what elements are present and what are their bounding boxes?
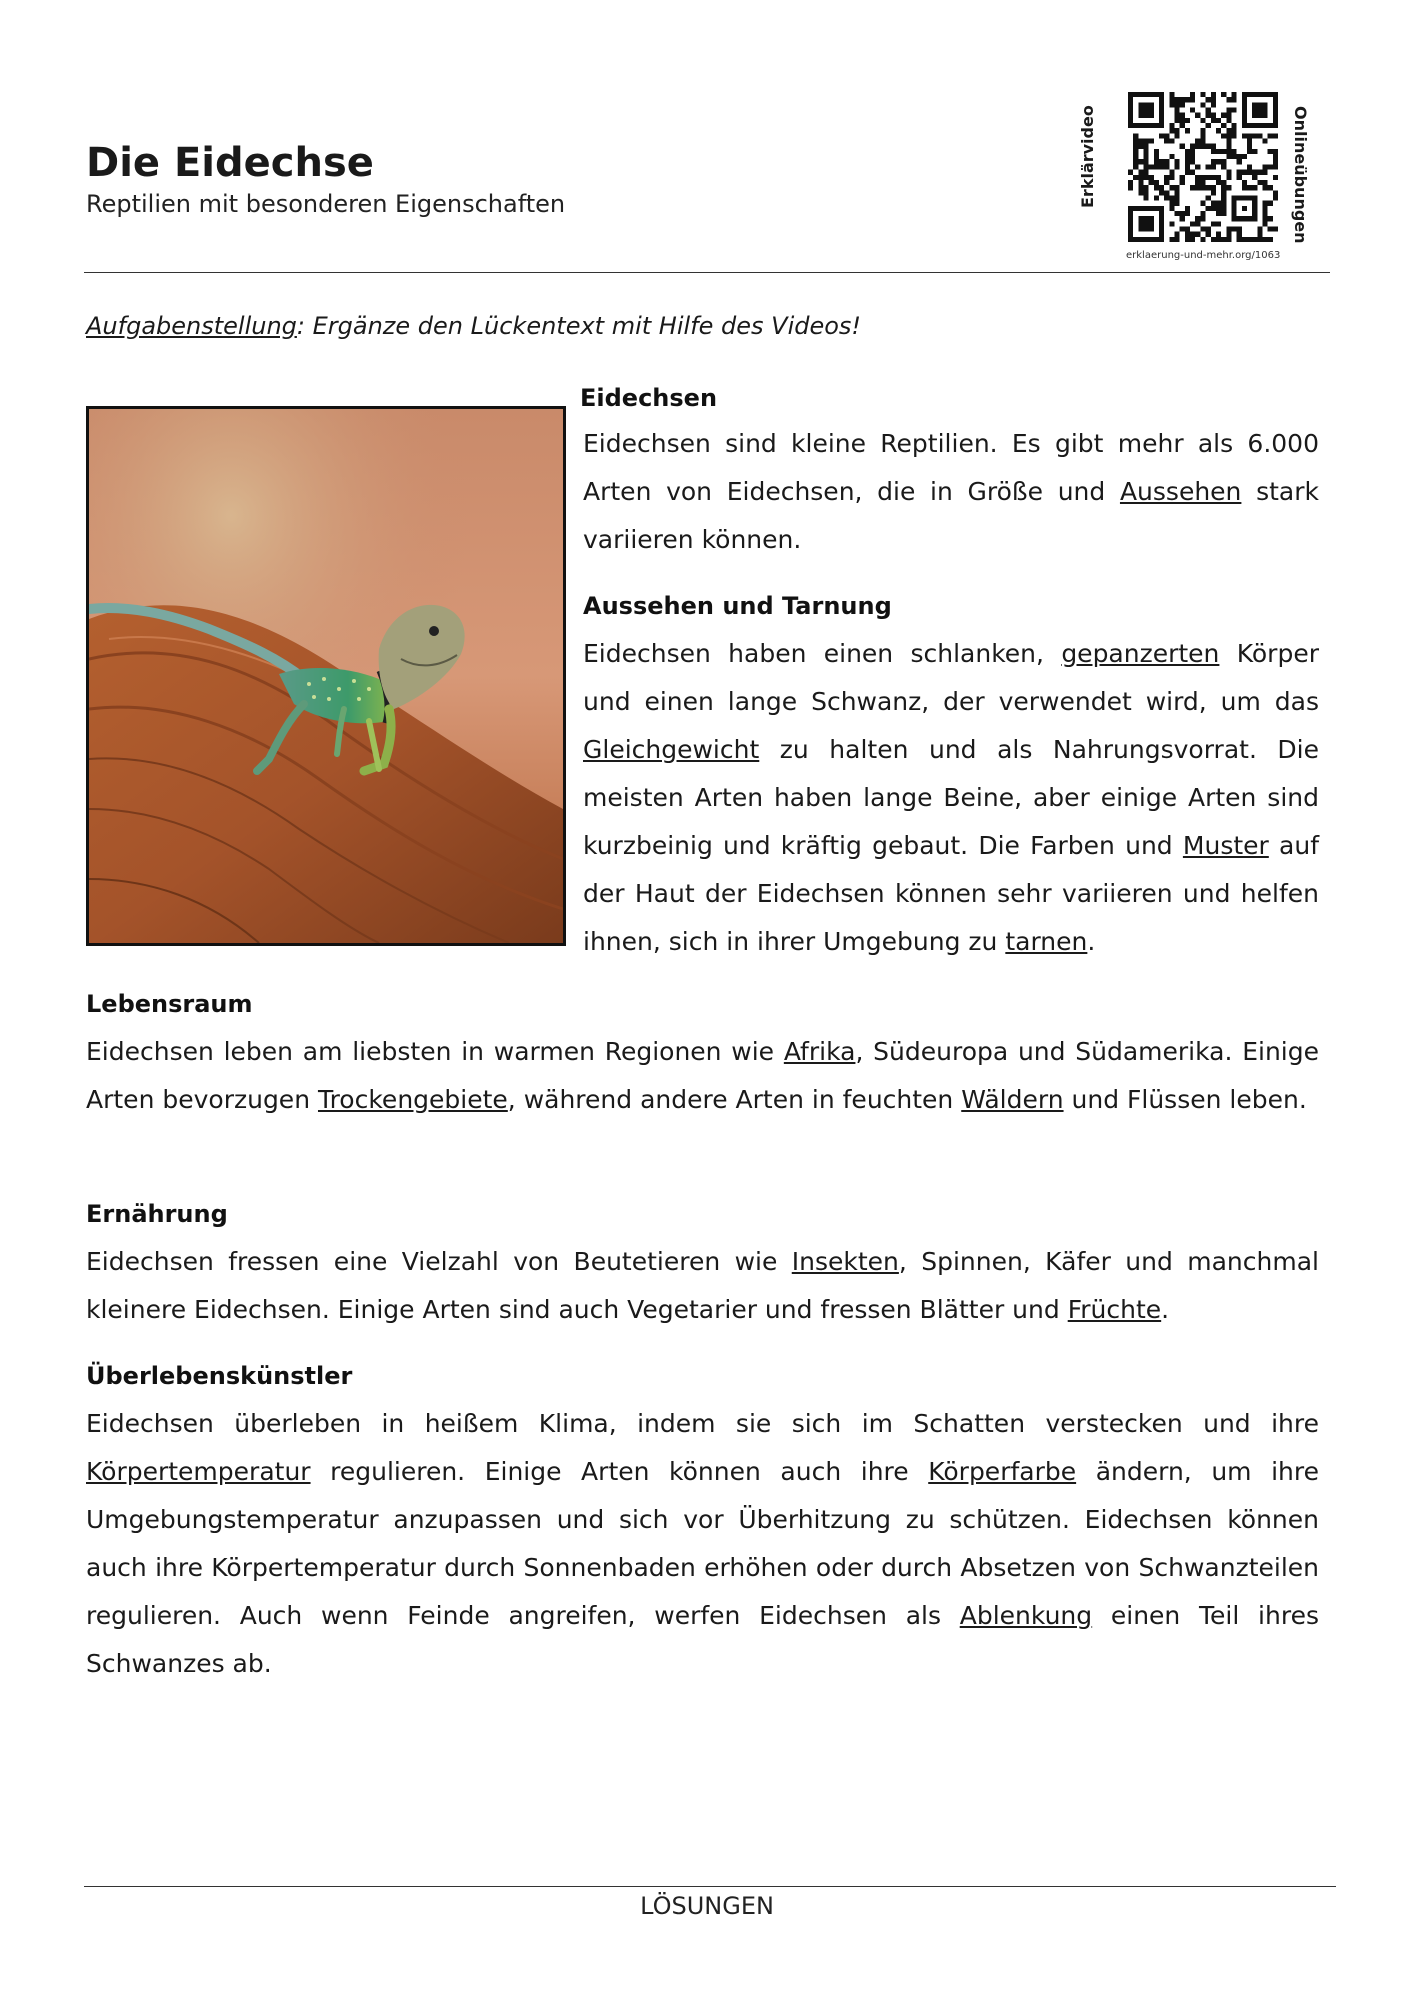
text: . [1087,927,1096,956]
answer-blank: Gleichgewicht [583,735,760,764]
answer-blank: Trockengebiete [317,1085,508,1114]
heading-ueberleben: Überlebenskünstler [86,1362,353,1390]
task-instruction [86,312,861,340]
answer-blank: Insekten [791,1247,899,1276]
answer-blank: tarnen [1005,927,1088,956]
text: Eidechsen leben am liebsten in warmen Regionen wie [86,1037,784,1066]
footer-label: LÖSUNGEN [640,1892,774,1920]
text: auf der Haut der Eidechsen können sehr variieren und helfen ihnen, sich in ihrer Umgebung zu [583,831,1319,956]
answer-blank: Ablenkung [959,1601,1093,1630]
heading-lebensraum: Lebensraum [86,990,253,1018]
page-title: Die Eidechse [86,140,374,186]
text: einen Teil ihres Schwanzes ab. [86,1601,1319,1678]
heading-aussehen: Aussehen und Tarnung [583,592,892,620]
text: zu halten und als Nahrungsvorrat. Die meisten Arten haben lange Beine, aber einige Arten sind kurzbeinig und kräftig gebaut. Die Farben und [583,735,1319,860]
text: regulieren. Einige Arten können auch ihre [310,1457,929,1486]
text: und Flüssen leben. [1063,1085,1307,1114]
task-label: Aufgabenstellung [86,312,297,340]
text: , Südeuropa und Südamerika. Einige Arten bevorzugen [86,1037,1319,1114]
paragraph-aussehen [583,630,1319,966]
task-text: : Ergänze den Lückentext mit Hilfe des Videos! [296,312,862,340]
heading-eidechsen: Eidechsen [580,384,718,412]
text: . [1161,1295,1170,1324]
text: , während andere Arten in feuchten [507,1085,962,1114]
answer-blank: gepanzerten [1061,639,1220,668]
qr-code-icon[interactable] [1128,92,1278,242]
lizard-illustration [89,409,563,943]
answer-blank: Aussehen [1119,477,1242,506]
qr-exercises-label: Onlineübungen [1291,106,1310,244]
paragraph-ernaehrung [86,1238,1319,1334]
answer-blank: Afrika [783,1037,856,1066]
qr-video-label: Erklärvideo [1078,105,1097,208]
text: Eidechsen überleben in heißem Klima, indem sie sich im Schatten verstecken und ihre [86,1409,1319,1438]
heading-ernaehrung: Ernährung [86,1200,228,1228]
text: ändern, um ihre Umgebungstemperatur anzupassen und sich vor Überhitzung zu schützen. Eidechsen können auch ihre Körpertemperatur durch Sonnenbaden erhöhen oder durch Absetzen von Schwanzteilen regulieren. Auch wenn Feinde angreifen, werfen Eidechsen als [86,1457,1319,1630]
paragraph-lebensraum [86,1028,1319,1124]
answer-blank: Früchte [1067,1295,1162,1324]
lizard-photo [86,406,566,946]
text: Eidechsen fressen eine Vielzahl von Beutetieren wie [86,1247,792,1276]
text: stark variieren können. [583,477,1319,554]
text: , Spinnen, Käfer und manchmal kleinere Eidechsen. Einige Arten sind auch Vegetarier und fressen Blätter und [86,1247,1319,1324]
paragraph-ueberleben [86,1400,1319,1688]
text: Eidechsen sind kleine Reptilien. Es gibt mehr als 6.000 Arten von Eidechsen, die in Größe und [583,429,1319,506]
answer-blank: Wäldern [961,1085,1064,1114]
footer-divider [84,1886,1336,1887]
paragraph-eidechsen [583,420,1319,564]
header-divider [84,272,1330,273]
qr-url[interactable]: erklaerung-und-mehr.org/1063 [1126,250,1281,261]
answer-blank: Körpertemperatur [86,1457,311,1486]
qr-code-block[interactable] [1080,88,1330,268]
text: Eidechsen haben einen schlanken, [583,639,1062,668]
page-subtitle: Reptilien mit besonderen Eigenschaften [86,190,566,218]
answer-blank: Körperfarbe [928,1457,1077,1486]
text: Körper und einen lange Schwanz, der verwendet wird, um das [583,639,1319,716]
answer-blank: Muster [1182,831,1269,860]
